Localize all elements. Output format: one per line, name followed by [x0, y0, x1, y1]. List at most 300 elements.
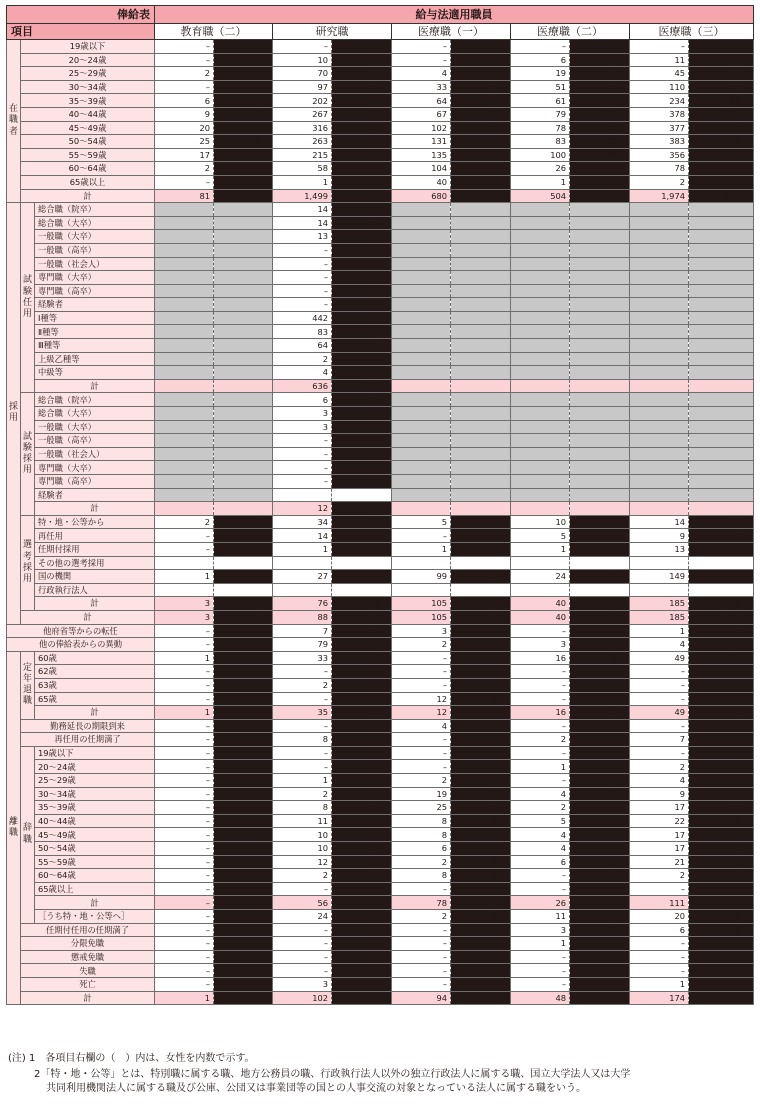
value-cell [392, 271, 451, 285]
table-row [7, 407, 754, 421]
value-text: 3 [373, 54, 380, 65]
female-value-cell [451, 515, 511, 529]
row-label: その他の選考採用 [35, 556, 155, 570]
value-text: 12 [606, 571, 618, 582]
value-text: – [612, 802, 618, 813]
table-row [7, 896, 754, 910]
value-text: 1 [560, 938, 567, 949]
value-cell [392, 407, 451, 421]
value-cell [155, 189, 214, 203]
value-text: 8 [441, 870, 448, 881]
female-value-cell [332, 814, 392, 828]
female-value-cell [570, 447, 630, 461]
subsection-label: 試験任用 [21, 203, 35, 393]
female-value-cell [332, 393, 392, 407]
value-text: 24 [555, 571, 567, 582]
female-value-cell [689, 379, 754, 393]
female-value-cell [214, 950, 273, 964]
value-cell [273, 284, 332, 298]
value-cell [630, 502, 689, 516]
female-value-cell [570, 175, 630, 189]
value-text: – [205, 883, 211, 894]
value-text: – [561, 680, 567, 691]
table-row [7, 814, 754, 828]
table-row [7, 53, 754, 67]
female-value-cell [451, 175, 511, 189]
row-label: 勤務延長の期限到来 [21, 719, 155, 733]
table-row [7, 624, 754, 638]
value-cell [511, 393, 570, 407]
value-text: 17 [674, 843, 686, 854]
value-text: 14 [317, 530, 329, 541]
value-cell [511, 828, 570, 842]
value-text: – [374, 285, 380, 296]
value-text: – [323, 285, 329, 296]
value-text: – [374, 870, 380, 881]
value-cell [155, 950, 214, 964]
value-text: – [493, 544, 499, 555]
value-cell [155, 638, 214, 652]
female-value-cell [214, 937, 273, 951]
female-value-cell [689, 80, 754, 94]
value-cell [511, 407, 570, 421]
value-text: 1 [204, 652, 211, 663]
value-cell [630, 67, 689, 81]
female-value-cell [214, 651, 273, 665]
value-cell [511, 977, 570, 991]
value-cell [155, 148, 214, 162]
female-value-cell [570, 787, 630, 801]
value-text: – [442, 951, 448, 962]
value-text: – [612, 843, 618, 854]
value-cell [392, 760, 451, 774]
female-value-cell [332, 842, 392, 856]
table-row [7, 148, 754, 162]
value-text: – [205, 829, 211, 840]
female-value-cell [451, 624, 511, 638]
female-value-cell [332, 991, 392, 1005]
value-cell [155, 94, 214, 108]
value-cell [155, 774, 214, 788]
female-value-cell [332, 379, 392, 393]
value-text: 263 [312, 136, 329, 147]
female-value-cell [689, 325, 754, 339]
female-value-cell [214, 339, 273, 353]
value-text: 10 [317, 829, 329, 840]
value-cell [155, 977, 214, 991]
value-text: 10 [555, 516, 567, 527]
value-text: – [680, 680, 686, 691]
value-text: 2 [611, 911, 618, 922]
female-value-cell [689, 366, 754, 380]
value-cell [273, 162, 332, 176]
value-cell [273, 352, 332, 366]
value-text: 21 [606, 81, 618, 92]
value-cell [392, 570, 451, 584]
female-value-cell [451, 910, 511, 924]
female-value-cell [570, 774, 630, 788]
value-text: 12 [368, 897, 380, 908]
value-text: 67 [436, 109, 448, 120]
value-cell [155, 53, 214, 67]
value-text: – [374, 924, 380, 935]
female-value-cell [332, 94, 392, 108]
value-cell [511, 733, 570, 747]
table-row [7, 121, 754, 135]
value-text: – [493, 938, 499, 949]
female-value-cell [570, 366, 630, 380]
female-value-cell [332, 243, 392, 257]
female-value-cell [570, 94, 630, 108]
female-value-cell [451, 774, 511, 788]
value-cell [630, 692, 689, 706]
value-text: – [374, 448, 380, 459]
female-value-cell [451, 216, 511, 230]
value-text: – [374, 544, 380, 555]
value-cell [511, 801, 570, 815]
value-text: 24 [317, 911, 329, 922]
value-text: 10 [730, 544, 742, 555]
value-text: 680 [431, 190, 448, 201]
value-text: 2 [679, 761, 686, 772]
table-row [7, 950, 754, 964]
value-text: 3 [254, 598, 261, 609]
subsection-label: 辞職 [21, 746, 35, 923]
value-text: – [323, 666, 329, 677]
value-text: – [255, 965, 261, 976]
female-value-cell [214, 393, 273, 407]
value-text: 110 [669, 81, 686, 92]
value-text: 1 [735, 625, 742, 636]
value-text: 1 [735, 979, 742, 990]
value-cell [392, 882, 451, 896]
value-cell [630, 801, 689, 815]
table-row [7, 189, 754, 203]
value-cell [392, 542, 451, 556]
section-label: 離職 [7, 651, 21, 1004]
value-cell [273, 964, 332, 978]
value-cell [273, 298, 332, 312]
value-text: 2 [735, 761, 742, 772]
value-cell [630, 733, 689, 747]
value-text: 38 [730, 68, 742, 79]
value-cell [392, 733, 451, 747]
value-text: – [255, 666, 261, 677]
value-text: – [374, 680, 380, 691]
table-row [7, 298, 754, 312]
value-cell [630, 719, 689, 733]
value-cell [630, 325, 689, 339]
female-value-cell [570, 40, 630, 54]
female-value-cell [332, 515, 392, 529]
value-text: – [374, 299, 380, 310]
female-value-cell [214, 842, 273, 856]
value-text: 18 [487, 109, 499, 120]
value-cell [273, 706, 332, 720]
value-cell [630, 556, 689, 570]
female-value-cell [451, 977, 511, 991]
value-text: – [374, 761, 380, 772]
value-text: 1 [373, 421, 380, 432]
value-cell [392, 434, 451, 448]
value-text: 17 [674, 802, 686, 813]
table-row [7, 610, 754, 624]
female-value-cell [689, 257, 754, 271]
female-value-cell [214, 977, 273, 991]
value-text: 4 [441, 720, 448, 731]
value-text: 34 [606, 95, 618, 106]
value-text: 20 [674, 911, 686, 922]
value-text: 27 [317, 571, 329, 582]
value-text: 7 [373, 571, 380, 582]
value-cell [511, 692, 570, 706]
value-cell [155, 706, 214, 720]
value-text: – [612, 748, 618, 759]
row-label: 60歳 [35, 651, 155, 665]
value-text: 35 [317, 707, 329, 718]
value-text: 2 [373, 802, 380, 813]
value-text: – [205, 911, 211, 922]
female-value-cell [451, 230, 511, 244]
value-text: – [323, 761, 329, 772]
value-cell [273, 216, 332, 230]
value-text: – [493, 965, 499, 976]
value-text: – [255, 938, 261, 949]
value-text: – [255, 639, 261, 650]
value-text: 58 [317, 163, 329, 174]
value-text: – [255, 802, 261, 813]
value-cell [392, 977, 451, 991]
value-text: 148 [725, 612, 742, 623]
row-label: 25〜29歳 [35, 774, 155, 788]
value-text: – [374, 353, 380, 364]
value-text: – [255, 843, 261, 854]
female-value-cell [570, 243, 630, 257]
value-cell [155, 475, 214, 489]
value-text: – [374, 883, 380, 894]
female-value-cell [689, 420, 754, 434]
female-value-cell [214, 257, 273, 271]
table-row [7, 597, 754, 611]
value-text: – [255, 883, 261, 894]
value-text: 40 [555, 598, 567, 609]
row-label: 計 [35, 706, 155, 720]
column-header: 医療職（三） [630, 24, 754, 40]
value-text: 1 [611, 761, 618, 772]
value-cell [511, 366, 570, 380]
value-text: 3 [254, 612, 261, 623]
table-row [7, 638, 754, 652]
female-value-cell [451, 420, 511, 434]
value-text: 4 [322, 367, 329, 378]
female-value-cell [332, 325, 392, 339]
value-text: – [374, 245, 380, 256]
value-text: – [561, 41, 567, 52]
value-text: – [374, 748, 380, 759]
value-text: 83 [555, 136, 567, 147]
value-cell [155, 379, 214, 393]
female-value-cell [332, 977, 392, 991]
value-cell [392, 339, 451, 353]
value-text: 2 [322, 788, 329, 799]
value-cell [511, 434, 570, 448]
value-text: 4 [254, 149, 261, 160]
value-text: – [612, 666, 618, 677]
female-value-cell [570, 651, 630, 665]
value-cell [155, 366, 214, 380]
value-text: 78 [730, 81, 742, 92]
value-text: 58 [368, 109, 380, 120]
female-value-cell [689, 502, 754, 516]
table-row [7, 420, 754, 434]
value-cell [392, 67, 451, 81]
female-value-cell [689, 937, 754, 951]
value-text: – [680, 666, 686, 677]
value-cell [273, 814, 332, 828]
female-value-cell [570, 515, 630, 529]
value-text: – [205, 81, 211, 92]
value-cell [630, 407, 689, 421]
row-label: 30〜34歳 [21, 80, 155, 94]
value-cell [273, 257, 332, 271]
value-text: – [323, 476, 329, 487]
value-text: 17 [606, 992, 618, 1003]
value-cell [155, 107, 214, 121]
female-value-cell [332, 352, 392, 366]
table-row [7, 991, 754, 1005]
female-value-cell [689, 869, 754, 883]
value-text: 215 [312, 149, 329, 160]
table-row [7, 80, 754, 94]
value-text: – [255, 856, 261, 867]
female-value-cell [214, 719, 273, 733]
female-value-cell [689, 407, 754, 421]
female-value-cell [332, 107, 392, 121]
value-cell [630, 311, 689, 325]
value-cell [511, 678, 570, 692]
value-cell [155, 420, 214, 434]
value-cell [511, 991, 570, 1005]
row-label: 一般職（社会人） [35, 447, 155, 461]
value-cell [273, 339, 332, 353]
female-value-cell [332, 760, 392, 774]
value-cell [630, 923, 689, 937]
value-cell [273, 869, 332, 883]
row-label: 20〜24歳 [35, 760, 155, 774]
value-cell [630, 937, 689, 951]
female-value-cell [214, 107, 273, 121]
value-cell [630, 257, 689, 271]
subsection-label: 定年退職 [21, 651, 35, 719]
value-text: 11 [368, 612, 380, 623]
value-text: 131 [431, 136, 448, 147]
female-value-cell [570, 284, 630, 298]
value-text: 97 [317, 81, 329, 92]
value-cell [392, 121, 451, 135]
value-text: 16 [730, 802, 742, 813]
female-value-cell [689, 203, 754, 217]
row-label: 65歳 [35, 692, 155, 706]
value-cell [273, 842, 332, 856]
female-value-cell [451, 189, 511, 203]
value-cell [273, 515, 332, 529]
value-text: 111 [669, 897, 686, 908]
value-cell [511, 189, 570, 203]
value-text: – [374, 41, 380, 52]
value-text: 30 [487, 149, 499, 160]
value-text: 12 [436, 693, 448, 704]
value-text: 18 [487, 612, 499, 623]
table-row [7, 746, 754, 760]
female-value-cell [214, 869, 273, 883]
value-text: – [680, 720, 686, 731]
value-text: – [205, 843, 211, 854]
female-value-cell [214, 311, 273, 325]
table-row [7, 379, 754, 393]
value-text: 25 [199, 136, 211, 147]
female-value-cell [214, 692, 273, 706]
female-value-cell [214, 542, 273, 556]
female-value-cell [332, 692, 392, 706]
female-value-cell [570, 135, 630, 149]
value-text: 9 [204, 109, 211, 120]
column-header: 医療職（二） [511, 24, 630, 40]
female-value-cell [214, 746, 273, 760]
value-text: – [612, 680, 618, 691]
female-value-cell [332, 40, 392, 54]
row-label: 一般職（大卒） [35, 420, 155, 434]
value-cell [511, 475, 570, 489]
value-text: 79 [317, 639, 329, 650]
female-value-cell [332, 230, 392, 244]
female-value-cell [332, 80, 392, 94]
value-cell [273, 542, 332, 556]
table-row [7, 40, 754, 54]
female-value-cell [689, 665, 754, 679]
value-text: – [255, 761, 261, 772]
female-value-cell [332, 162, 392, 176]
value-cell [273, 760, 332, 774]
female-value-cell [451, 434, 511, 448]
female-value-cell [689, 855, 754, 869]
value-text: – [561, 775, 567, 786]
female-value-cell [451, 937, 511, 951]
value-cell [511, 638, 570, 652]
female-value-cell [451, 842, 511, 856]
value-text: – [255, 530, 261, 541]
table-row [7, 910, 754, 924]
value-text: 1 [560, 544, 567, 555]
row-label: 65歳以上 [35, 882, 155, 896]
female-value-cell [689, 352, 754, 366]
value-text: 17 [487, 163, 499, 174]
value-cell [630, 243, 689, 257]
value-text: 14 [487, 95, 499, 106]
value-text: – [736, 951, 742, 962]
value-text: 1 [254, 571, 261, 582]
value-cell [511, 203, 570, 217]
value-text: – [255, 992, 261, 1003]
value-cell [392, 964, 451, 978]
female-value-cell [451, 257, 511, 271]
value-text: – [255, 54, 261, 65]
value-text: 61 [555, 95, 567, 106]
value-text: 92 [730, 897, 742, 908]
female-value-cell [689, 529, 754, 543]
value-cell [392, 910, 451, 924]
value-text: – [205, 802, 211, 813]
value-cell [392, 991, 451, 1005]
